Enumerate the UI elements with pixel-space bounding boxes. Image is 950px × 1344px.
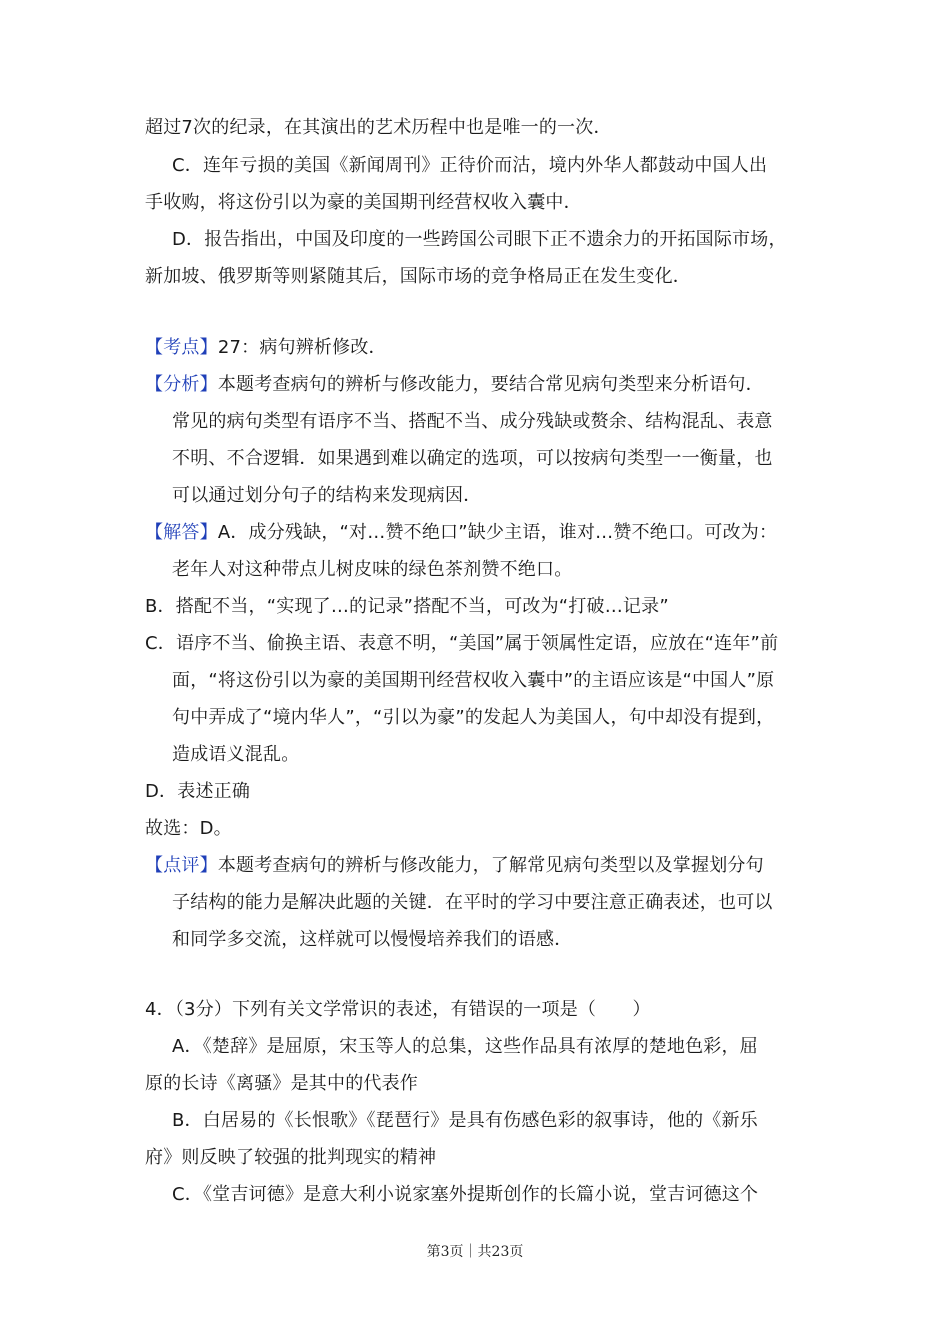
q3-option-d-line1: D．报告指出，中国及印度的一些跨国公司眼下正不遗余力的开拓国际市场， bbox=[172, 229, 787, 250]
dianping-line3: 和同学多交流，这样就可以慢慢培养我们的语感． bbox=[172, 929, 573, 950]
jieda-c-line1: C．语序不当、偷换主语、表意不明，“美国”属于领属性定语，应放在“连年”前 bbox=[145, 633, 779, 654]
q4-option-a-line2: 原的长诗《离骚》是其中的代表作 bbox=[145, 1073, 418, 1094]
fenxi-row bbox=[145, 372, 764, 398]
kaodian-text: 27：病句辨析修改． bbox=[217, 337, 387, 358]
fenxi-tag: 【分析】 bbox=[145, 374, 218, 395]
page-footer: 第3页｜共23页 bbox=[426, 1244, 524, 1260]
dianping-line2: 子结构的能力是解决此题的关键．在平时的学习中要注意正确表述，也可以 bbox=[172, 892, 773, 913]
q4-stem: 4．（3分）下列有关文学常识的表述，有错误的一项是（ ） bbox=[145, 999, 651, 1020]
kaodian-row bbox=[145, 335, 387, 361]
jieda-tag: 【解答】 bbox=[145, 522, 218, 543]
jieda-d-line: D．表述正确 bbox=[145, 781, 251, 802]
jieda-c-line4: 造成语义混乱。 bbox=[172, 744, 300, 765]
q3-option-b-continuation: 超过7次的纪录，在其演出的艺术历程中也是唯一的一次． bbox=[145, 117, 612, 138]
q4-option-a-line1: A．《楚辞》是屈原，宋玉等人的总集，这些作品具有浓厚的楚地色彩，屈 bbox=[172, 1036, 758, 1057]
q4-option-b-line1: B．白居易的《长恨歌》《琵琶行》是具有伤感色彩的叙事诗，他的《新乐 bbox=[172, 1110, 758, 1131]
jieda-row bbox=[145, 520, 777, 546]
fenxi-line3: 不明、不合逻辑．如果遇到难以确定的选项，可以按病句类型一一衡量，也 bbox=[172, 448, 773, 469]
q3-option-c-line2: 手收购，将这份引以为豪的美国期刊经营权收入囊中． bbox=[145, 192, 582, 213]
fenxi-line1: 本题考查病句的辨析与修改能力，要结合常见病句类型来分析语句． bbox=[217, 374, 764, 395]
fenxi-line2: 常见的病句类型有语序不当、搭配不当、成分残缺或赘余、结构混乱、表意 bbox=[172, 411, 773, 432]
q3-option-d-line2: 新加坡、俄罗斯等则紧随其后，国际市场的竞争格局正在发生变化． bbox=[145, 266, 691, 287]
jieda-line2: 老年人对这种带点儿树皮味的绿色茶剂赞不绝口。 bbox=[172, 559, 573, 580]
q4-option-c-line1: C．《堂吉诃德》是意大利小说家塞外提斯创作的长篇小说，堂吉诃德这个 bbox=[172, 1184, 759, 1205]
dianping-line1: 本题考查病句的辨析与修改能力，了解常见病句类型以及掌握划分句 bbox=[217, 855, 764, 876]
jieda-c-line3: 句中弄成了“境内华人”，“引以为豪”的发起人为美国人，句中却没有提到， bbox=[172, 707, 775, 728]
dianping-row bbox=[145, 853, 764, 879]
jieda-line1: A．成分残缺，“对…赞不绝口”缺少主语，谁对…赞不绝口。可改为： bbox=[217, 522, 778, 543]
q3-option-c-line1: C．连年亏损的美国《新闻周刊》正待价而沽，境内外华人都鼓动中国人出 bbox=[172, 155, 768, 176]
jieda-b-line: B．搭配不当，“实现了…的记录”搭配不当，可改为“打破…记录” bbox=[145, 596, 669, 617]
q4-option-b-line2: 府》则反映了较强的批判现实的精神 bbox=[145, 1147, 437, 1168]
dianping-tag: 【点评】 bbox=[145, 855, 218, 876]
kaodian-tag: 【考点】 bbox=[145, 337, 218, 358]
answer-line: 故选：D。 bbox=[145, 818, 232, 839]
jieda-c-line2: 面，“将这份引以为豪的美国期刊经营权收入囊中”的主语应该是“中国人”原 bbox=[172, 670, 775, 691]
fenxi-line4: 可以通过划分句子的结构来发现病因． bbox=[172, 485, 482, 506]
